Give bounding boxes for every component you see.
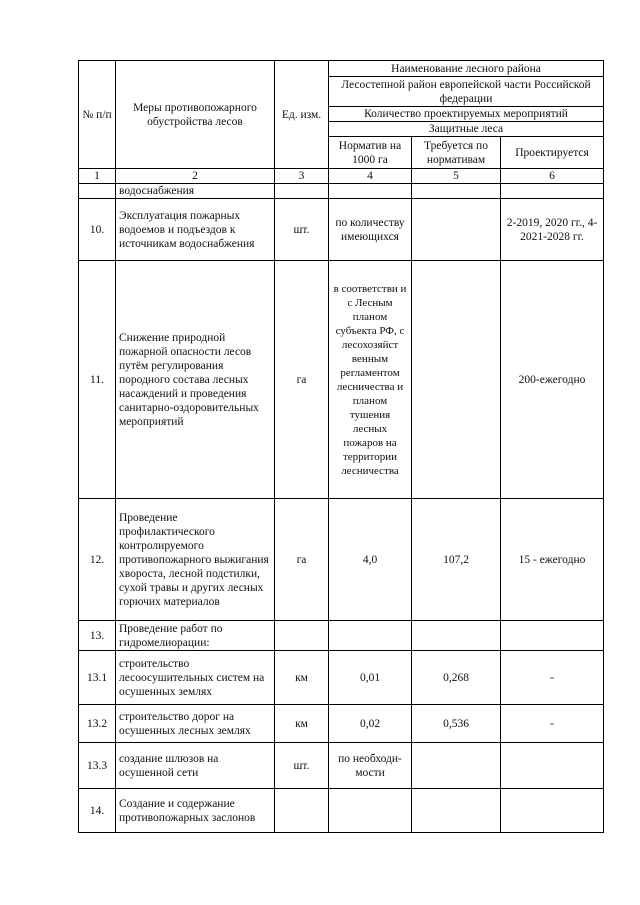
row-measure: строительство лесоосушительных систем на осушенных землях <box>116 651 275 705</box>
row-unit: км <box>275 705 329 743</box>
table-row <box>79 184 604 199</box>
row-norm: в соответстви и с Лесным планом субъекта РФ, с лесохозяйст венным регламентом лесничества и планом тушения лесных пожаров на территории лесничества <box>329 261 412 499</box>
row-measure: Проведение профилактического контролируемого противопожарного выжигания хвороста, лесной подстилки, сухой травы и других лесных горючих материалов <box>116 499 275 621</box>
header-projected: Проектируется <box>501 137 604 169</box>
row-projected <box>501 621 604 651</box>
row-projected: - <box>501 651 604 705</box>
row-num: 12. <box>79 499 116 621</box>
row-projected: 15 - ежегодно <box>501 499 604 621</box>
row-projected: - <box>501 705 604 743</box>
table-row <box>79 789 604 833</box>
row-measure: строительство дорог на осушенных лесных землях <box>116 705 275 743</box>
header-norm: Норматив на 1000 га <box>329 137 412 169</box>
table-row <box>79 261 604 499</box>
row-required: 0,268 <box>412 651 501 705</box>
row-norm <box>329 789 412 833</box>
row-required <box>412 261 501 499</box>
row-norm: по количеству имеющихся <box>329 199 412 261</box>
col-number-4: 4 <box>329 169 412 184</box>
column-number-row <box>79 169 604 184</box>
row-num: 11. <box>79 261 116 499</box>
row-num: 13.1 <box>79 651 116 705</box>
table-row <box>79 705 604 743</box>
row-required: 0,536 <box>412 705 501 743</box>
row-norm <box>329 184 412 199</box>
row-projected: 2-2019, 2020 гг., 4-2021-2028 гг. <box>501 199 604 261</box>
row-num <box>79 184 116 199</box>
header-forest-region-name: Лесостепной район европейской части Российской федерации <box>329 77 604 107</box>
row-projected: 200-ежегодно <box>501 261 604 499</box>
row-measure: создание шлюзов на осушенной сети <box>116 743 275 789</box>
table-row <box>79 499 604 621</box>
row-num: 13. <box>79 621 116 651</box>
col-number-6: 6 <box>501 169 604 184</box>
row-norm: 4,0 <box>329 499 412 621</box>
row-measure: Создание и содержание противопожарных заслонов <box>116 789 275 833</box>
row-num: 14. <box>79 789 116 833</box>
row-projected <box>501 743 604 789</box>
row-num: 13.3 <box>79 743 116 789</box>
row-projected <box>501 184 604 199</box>
row-measure: Эксплуатация пожарных водоемов и подъездов к источникам водоснабжения <box>116 199 275 261</box>
col-number-3: 3 <box>275 169 329 184</box>
row-required <box>412 743 501 789</box>
header-planned-qty: Количество проектируемых мероприятий <box>329 107 604 122</box>
row-unit: шт. <box>275 743 329 789</box>
header-unit: Ед. изм. <box>275 61 329 169</box>
row-unit: га <box>275 499 329 621</box>
row-num: 13.2 <box>79 705 116 743</box>
row-norm: 0,02 <box>329 705 412 743</box>
col-number-5: 5 <box>412 169 501 184</box>
col-number-1: 1 <box>79 169 116 184</box>
row-unit <box>275 621 329 651</box>
table-row <box>79 199 604 261</box>
table-row <box>79 621 604 651</box>
row-measure: Проведение работ по гидромелиорации: <box>116 621 275 651</box>
header-forest-region-title: Наименование лесного района <box>329 61 604 77</box>
row-unit <box>275 789 329 833</box>
table-row <box>79 743 604 789</box>
row-unit: га <box>275 261 329 499</box>
header-measures: Меры противопожарного обустройства лесов <box>116 61 275 169</box>
row-norm: по необходи-мости <box>329 743 412 789</box>
row-measure: Снижение природной пожарной опасности лесов путём регулирования породного состава лесных насаждений и проведения санитарно-оздоровительных мероприятий <box>116 261 275 499</box>
header-num: № п/п <box>79 61 116 169</box>
row-norm: 0,01 <box>329 651 412 705</box>
row-norm <box>329 621 412 651</box>
row-unit: км <box>275 651 329 705</box>
row-required <box>412 184 501 199</box>
header-required: Требуется по нормативам <box>412 137 501 169</box>
row-num: 10. <box>79 199 116 261</box>
row-required <box>412 621 501 651</box>
row-required <box>412 199 501 261</box>
row-unit: шт. <box>275 199 329 261</box>
row-projected <box>501 789 604 833</box>
col-number-2: 2 <box>116 169 275 184</box>
row-required <box>412 789 501 833</box>
header-protective-forests: Защитные леса <box>329 122 604 137</box>
table-row <box>79 651 604 705</box>
row-unit <box>275 184 329 199</box>
row-required: 107,2 <box>412 499 501 621</box>
row-measure: водоснабжения <box>116 184 275 199</box>
fire-measures-table <box>78 60 604 833</box>
